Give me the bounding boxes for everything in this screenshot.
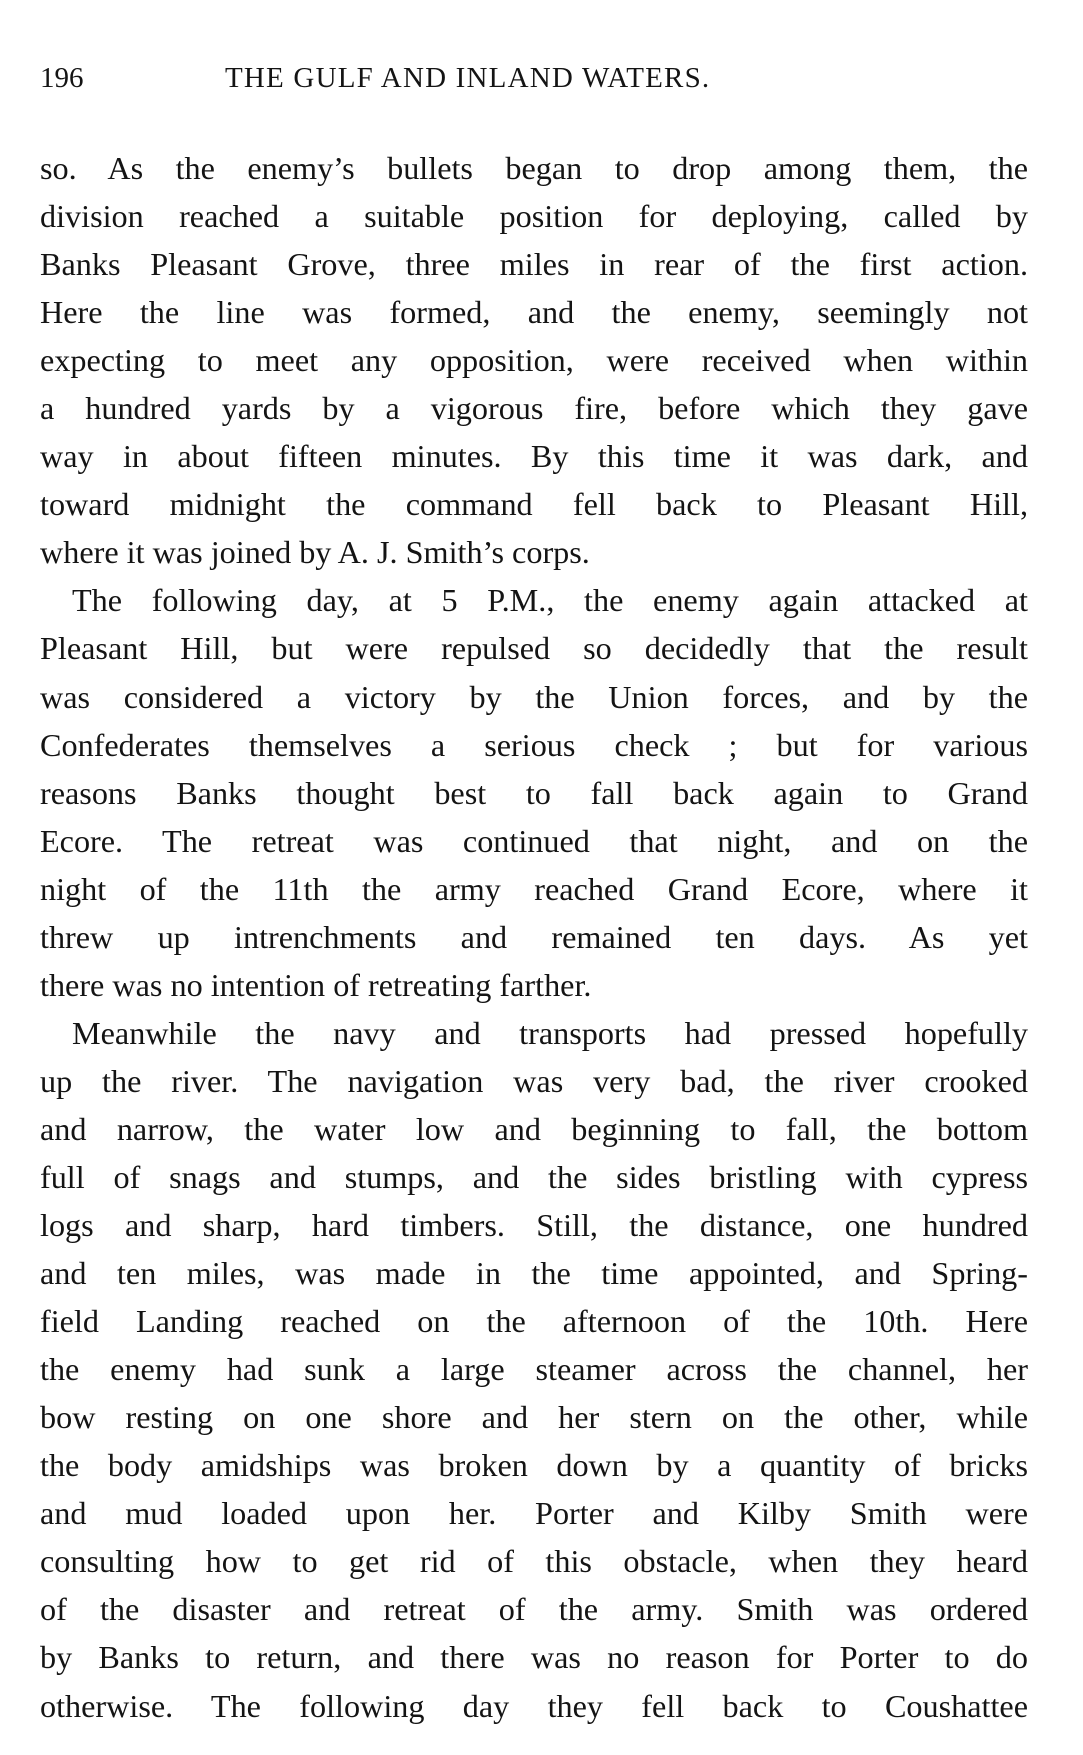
text-line: logs and sharp, hard timbers. Still, the distance, one hundred [40, 1207, 1028, 1244]
text-line: consulting how to get rid of this obstacle, when they heard [40, 1543, 1028, 1580]
text-line: and mud loaded upon her. Porter and Kilby Smith were [40, 1495, 1028, 1532]
text-line: Pleasant Hill, but were repulsed so decidedly that the result [40, 630, 1028, 667]
text-line: the enemy had sunk a large steamer across the channel, her [40, 1351, 1028, 1388]
running-title: THE GULF AND INLAND WATERS. [225, 62, 711, 94]
text-line: of the disaster and retreat of the army. Smith was ordered [40, 1591, 1028, 1628]
text-line: Confederates themselves a serious check ; but for various [40, 726, 1028, 763]
text-line: by Banks to return, and there was no reason for Porter to do [40, 1639, 1028, 1676]
page-header [40, 58, 1028, 98]
text-line: Banks Pleasant Grove, three miles in rear of the first action. [40, 246, 1028, 283]
text-line: bow resting on one shore and her stern on the other, while [40, 1399, 1028, 1436]
text-line: reasons Banks thought best to fall back again to Grand [40, 774, 1028, 811]
text-line: otherwise. The following day they fell back to Coushattee [40, 1687, 1028, 1724]
text-line: way in about fifteen minutes. By this time it was dark, and [40, 438, 1028, 475]
text-line: field Landing reached on the afternoon of the 10th. Here [40, 1303, 1028, 1340]
text-line: a hundred yards by a vigorous fire, before which they gave [40, 390, 1028, 427]
paragraph-start-line: The following day, at 5 P.M., the enemy again attacked at [72, 582, 1028, 619]
text-line: threw up intrenchments and remained ten days. As yet [40, 918, 1028, 955]
paragraph-start-line: Meanwhile the navy and transports had pressed hopefully [72, 1014, 1028, 1051]
text-line: full of snags and stumps, and the sides bristling with cypress [40, 1158, 1028, 1195]
text-line: where it was joined by A. J. Smith’s corps. [40, 534, 590, 571]
page-number: 196 [40, 62, 84, 94]
text-line: expecting to meet any opposition, were received when within [40, 342, 1028, 379]
text-line: so. As the enemy’s bullets began to drop among them, the [40, 150, 1028, 186]
text-line: up the river. The navigation was very bad, the river crooked [40, 1062, 1028, 1099]
text-line: night of the 11th the army reached Grand Ecore, where it [40, 870, 1028, 907]
text-line: Ecore. The retreat was continued that night, and on the [40, 822, 1028, 859]
text-line: division reached a suitable position for deploying, called by [40, 198, 1028, 235]
text-line: the body amidships was broken down by a quantity of bricks [40, 1447, 1028, 1484]
book-page [40, 58, 1028, 1724]
text-line: and ten miles, was made in the time appointed, and Spring- [40, 1255, 1028, 1292]
text-line: there was no intention of retreating farther. [40, 966, 592, 1003]
text-line: Here the line was formed, and the enemy, seemingly not [40, 294, 1028, 331]
text-line: and narrow, the water low and beginning to fall, the bottom [40, 1110, 1028, 1147]
text-line: toward midnight the command fell back to Pleasant Hill, [40, 486, 1028, 523]
body-text [40, 144, 1028, 1730]
text-line: was considered a victory by the Union forces, and by the [40, 678, 1028, 715]
